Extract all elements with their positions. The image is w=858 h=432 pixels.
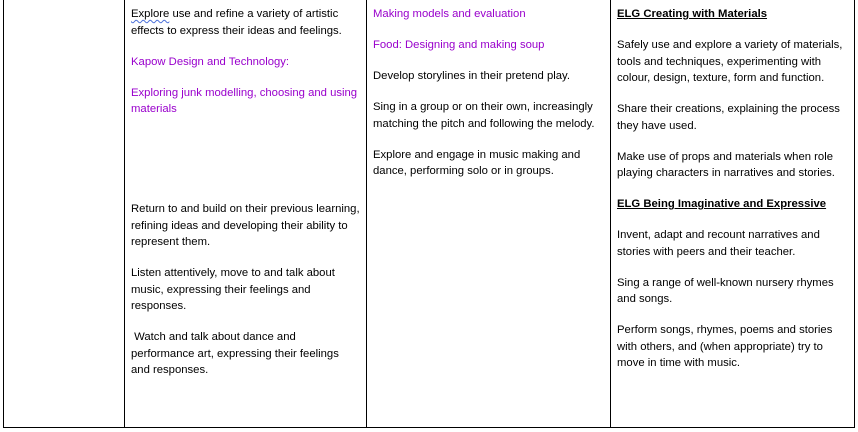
spellcheck-word: Explore bbox=[131, 8, 170, 20]
invent-text: Invent, adapt and recount narratives and stories with peers and their teacher. bbox=[617, 229, 820, 258]
share-creations-text: Share their creations, explaining the process they have used. bbox=[617, 103, 840, 132]
unit-food: Food: Designing and making soup bbox=[373, 39, 545, 51]
nursery-rhymes-text: Sing a range of well-known nursery rhymes and songs. bbox=[617, 276, 834, 305]
kapow-title: Kapow Design and Technology: bbox=[131, 55, 290, 68]
perform-songs-text: Perform songs, rhymes, poems and stories with others, and (when appropriate) try to move in time with music. bbox=[617, 324, 833, 369]
props-text: Make use of props and materials when role playing characters in narratives and stories. bbox=[617, 150, 835, 179]
elg-cell bbox=[611, 0, 855, 428]
storylines-text: Develop storylines in their pretend play. bbox=[373, 70, 570, 82]
safely-use-text: Safely use and explore a variety of materials, tools and techniques, experimenting with colour, design, texture, form and function. bbox=[617, 39, 843, 84]
sing-group-text: Sing in a group or on their own, increasingly matching the pitch and following the melody. bbox=[373, 101, 595, 130]
elg-creating-heading: ELG Creating with Materials bbox=[617, 8, 768, 20]
units-cell bbox=[367, 0, 611, 428]
unit-models: Making models and evaluation bbox=[373, 8, 526, 20]
kapow-unit: Exploring junk modelling, choosing and using materials bbox=[131, 86, 358, 115]
listen-music-text: Listen attentively, move to and talk about music, expressing their feelings and responses. bbox=[131, 267, 335, 312]
explore-effects-text: Explore use and refine a variety of artistic effects to express their ideas and feelings. bbox=[131, 8, 342, 37]
expressive-arts-cell bbox=[125, 0, 367, 428]
music-dance-text: Explore and engage in music making and dance, performing solo or in groups. bbox=[373, 148, 581, 177]
curriculum-table bbox=[3, 0, 855, 428]
build-on-learning-text: Return to and build on their previous learning, refining ideas and developing their ability to represent them. bbox=[131, 203, 360, 248]
table-row bbox=[4, 0, 855, 428]
elg-imaginative-heading: ELG Being Imaginative and Expressive bbox=[617, 198, 827, 210]
blank-space bbox=[131, 132, 360, 201]
empty-cell bbox=[4, 0, 125, 428]
watch-dance-text: Watch and talk about dance and performance art, expressing their feelings and responses. bbox=[131, 331, 339, 376]
